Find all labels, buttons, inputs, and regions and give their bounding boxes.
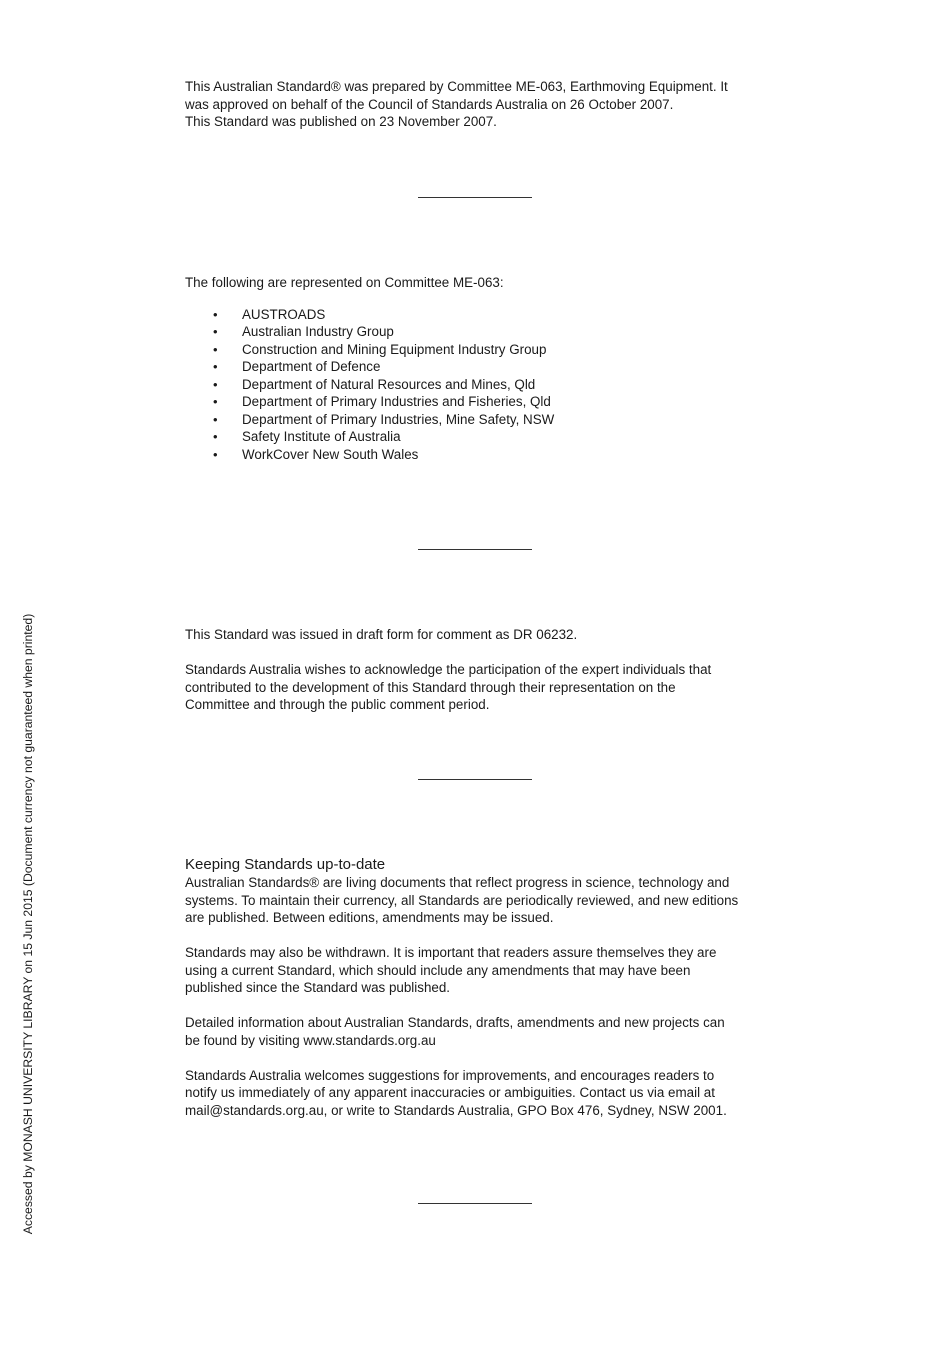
committee-member-item: • Department of Defence [185, 358, 775, 376]
committee-member-item: • WorkCover New South Wales [185, 446, 775, 464]
committee-member-item: • Department of Primary Industries and Fisheries, Qld [185, 393, 775, 411]
section-divider [418, 779, 532, 780]
keeping-paragraph: Standards Australia welcomes suggestions for improvements, and encourages readers to notify us immediately of any apparent inaccuracies or ambiguities. Contact us via email at mail@standards.org.au, or write to Standards Australia, GPO Box 476, Sydney, NSW 2001. [185, 1067, 727, 1118]
committee-member-item: • AUSTROADS [185, 306, 775, 324]
committee-block [185, 274, 775, 463]
preparation-block [185, 78, 775, 131]
keeping-heading: Keeping Standards up-to-date [185, 856, 386, 873]
keeping-paragraph: Detailed information about Australian Standards, drafts, amendments and new projects can be found by visiting www.standards.org.au [185, 1015, 725, 1048]
committee-member-item: • Safety Institute of Australia [185, 428, 775, 446]
committee-member-item: • Department of Primary Industries, Mine Safety, NSW [185, 411, 775, 429]
committee-member-list [185, 306, 775, 464]
committee-member-item: • Department of Natural Resources and Mines, Qld [185, 376, 775, 394]
acknowledgement-text: Standards Australia wishes to acknowledge the participation of the expert individuals that contributed to the development of this Standard through their representation on the Committee and through the public comment period. [185, 662, 712, 712]
committee-intro: The following are represented on Committee ME-063: [185, 275, 504, 290]
draft-issued-text: This Standard was issued in draft form for comment as DR 06232. [185, 627, 578, 642]
committee-member-item: • Australian Industry Group [185, 323, 775, 341]
committee-member-item: • Construction and Mining Equipment Industry Group [185, 341, 775, 359]
keeping-paragraph: Australian Standards® are living documents that reflect progress in science, technology and systems. To maintain their currency, all Standards are periodically reviewed, and new editions are published. Between editions, amendments may be issued. [185, 875, 739, 925]
section-divider [418, 197, 532, 198]
access-note: Accessed by MONASH UNIVERSITY LIBRARY on 15 Jun 2015 (Document currency not guaranteed when printed) [21, 613, 35, 1235]
preparation-text: This Australian Standard® was prepared by Committee ME-063, Earthmoving Equipment. It was approved on behalf of the Council of Standards Australia on 26 October 2007. This Standard was published on 23 November 2007. [185, 79, 728, 129]
draft-block [185, 626, 775, 714]
section-divider [418, 549, 532, 550]
keeping-up-to-date-block [185, 855, 775, 1119]
keeping-paragraph: Standards may also be withdrawn. It is important that readers assure themselves they are using a current Standard, which should include any amendments that may have been published since the Standard was published. [185, 945, 717, 995]
section-divider [418, 1203, 532, 1204]
